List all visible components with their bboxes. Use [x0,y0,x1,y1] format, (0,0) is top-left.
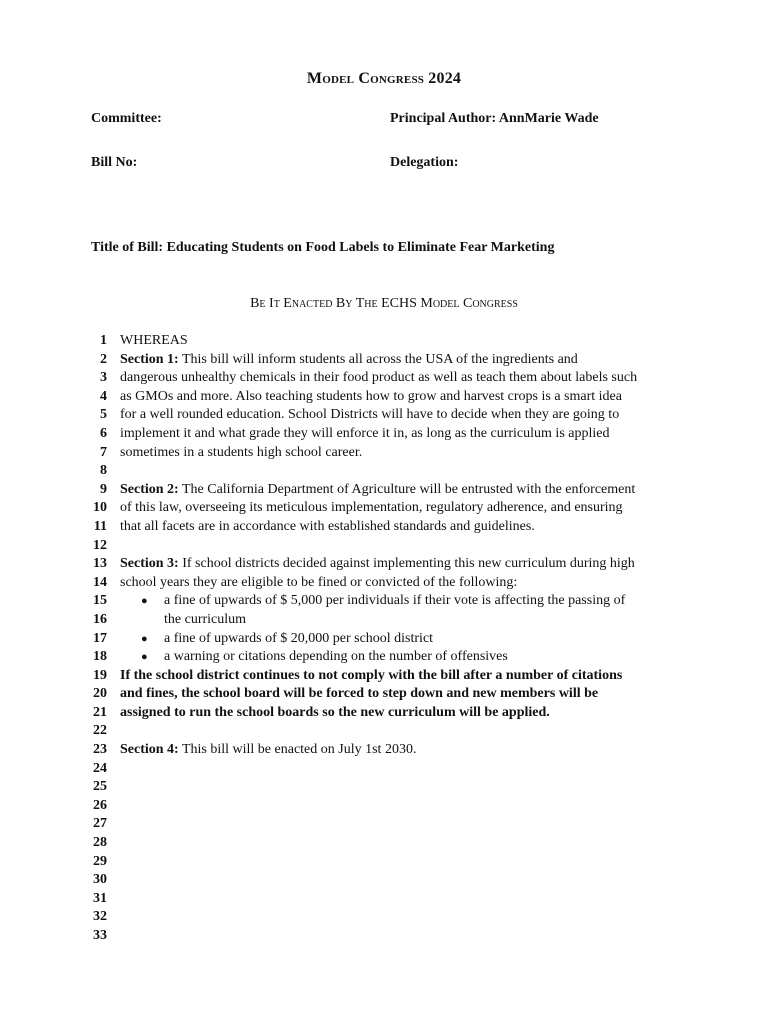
line-number: 17 [93,630,107,646]
delegation-field: Delegation: [390,155,459,170]
line-text [120,499,623,518]
document-line [0,611,768,630]
bullet-icon: ● [141,595,148,608]
line-number: 16 [93,611,107,627]
line-text [164,592,625,611]
line-number: 9 [100,481,107,497]
line-body: of this law, overseeing its meticulous implementation, regulatory adherence, and ensuring [120,500,623,516]
line-number: 22 [93,723,107,739]
bullet-icon: ● [141,651,148,664]
document-line [0,778,768,797]
line-body: a fine of upwards of $ 5,000 per individuals if their vote is affecting the passing of [164,593,626,609]
document-line [0,351,768,370]
document-line [0,444,768,463]
document-line [0,630,768,649]
line-number: 15 [93,593,107,609]
line-number: 5 [100,407,107,423]
line-body: implement it and what grade they will enforce it in, as long as the curriculum is applied [120,425,610,441]
line-number: 10 [93,500,107,516]
line-text [120,481,635,500]
line-text [120,332,188,351]
line-number: 29 [93,853,107,869]
bill-title: Title of Bill: Educating Students on Food Labels to Eliminate Fear Marketing [91,240,555,255]
document-line [0,871,768,890]
line-text [120,444,362,463]
line-number: 12 [93,537,107,553]
line-text [120,704,550,723]
line-number: 20 [93,686,107,702]
line-text [120,388,622,407]
document-line [0,425,768,444]
document-line [0,685,768,704]
document-line [0,815,768,834]
line-body: that all facets are in accordance with established standards and guidelines. [120,518,535,534]
line-text [164,611,246,630]
line-body: school years they are eligible to be fined or convicted of the following: [120,574,518,590]
line-number: 28 [93,835,107,851]
line-number: 27 [93,816,107,832]
document-line [0,481,768,500]
document-line [0,704,768,723]
line-body: If the school district continues to not comply with the bill after a number of citations [120,667,623,683]
line-number: 30 [93,872,107,888]
line-number: 18 [93,649,107,665]
document-line [0,853,768,872]
line-number: 19 [93,667,107,683]
line-body: If school districts decided against implementing this new curriculum during high [178,556,635,572]
line-body: the curriculum [164,611,247,627]
document-line [0,388,768,407]
line-body: as GMOs and more. Also teaching students how to grow and harvest crops is a smart idea [120,388,622,404]
line-number: 31 [93,890,107,906]
line-text [120,574,517,593]
line-text [164,648,508,667]
line-number: 7 [100,444,107,460]
line-text [164,630,433,649]
section-label: Section 1: [120,351,179,367]
section-label: Section 4: [120,742,179,758]
numbered-lines [0,332,768,946]
document-line [0,462,768,481]
line-number: 6 [100,425,107,441]
section-label: Section 2: [120,481,179,497]
document-line [0,722,768,741]
line-body: This bill will inform students all across the USA of the ingredients and [178,351,578,367]
line-text [120,406,619,425]
line-body: for a well rounded education. School Districts will have to decide when they are going to [120,407,620,423]
line-text [120,741,416,760]
document-line [0,537,768,556]
document-line [0,760,768,779]
line-number: 24 [93,760,107,776]
line-number: 1 [100,333,107,348]
bill-number-field: Bill No: [91,155,138,170]
line-number: 11 [93,518,107,534]
document-line [0,592,768,611]
line-body: The California Department of Agriculture will be entrusted with the enforcement [178,481,636,497]
document-line [0,518,768,537]
section-label: Section 3: [120,556,179,572]
document-line [0,574,768,593]
principal-author-field: Principal Author: AnnMarie Wade [390,111,599,126]
line-text [120,425,609,444]
document-line [0,834,768,853]
line-number: 21 [93,704,107,720]
line-number: 13 [93,556,107,572]
line-body: WHEREAS [120,333,188,348]
line-body: a warning or citations depending on the number of offensives [164,649,508,665]
line-number: 33 [93,928,107,943]
line-text [120,518,535,537]
line-number: 8 [100,463,107,479]
document-line [0,890,768,909]
line-number: 3 [100,370,107,386]
document-line [0,908,768,927]
line-number: 14 [93,574,107,590]
document-line [0,667,768,686]
line-number: 26 [93,797,107,813]
line-text [120,351,578,370]
line-text [120,369,637,388]
document-line [0,741,768,760]
document-line [0,927,768,946]
line-body: This bill will be enacted on July 1st 2030. [178,742,417,758]
document-line [0,499,768,518]
document-title: Model Congress 2024 [306,70,462,87]
line-number: 4 [100,388,107,404]
line-text [120,555,635,574]
line-body: dangerous unhealthy chemicals in their food product as well as teach them about labels such [120,370,638,386]
document-line [0,797,768,816]
line-body: sometimes in a students high school career. [120,444,363,460]
enacted-heading: Be It Enacted By The ECHS Model Congress [250,296,518,311]
bullet-icon: ● [141,632,148,645]
line-body: and fines, the school board will be forced to step down and new members will be [120,686,599,702]
document-line [0,555,768,574]
line-body: assigned to run the school boards so the new curriculum will be applied. [120,704,550,720]
document-line [0,648,768,667]
line-body: a fine of upwards of $ 20,000 per school district [164,630,434,646]
document-line [0,332,768,351]
line-number: 32 [93,909,107,925]
line-text [120,667,622,686]
document-line [0,406,768,425]
line-number: 23 [93,742,107,758]
committee-field: Committee: [91,111,162,126]
line-number: 25 [93,779,107,795]
line-text [120,685,598,704]
line-number: 2 [100,351,107,367]
document-line [0,369,768,388]
